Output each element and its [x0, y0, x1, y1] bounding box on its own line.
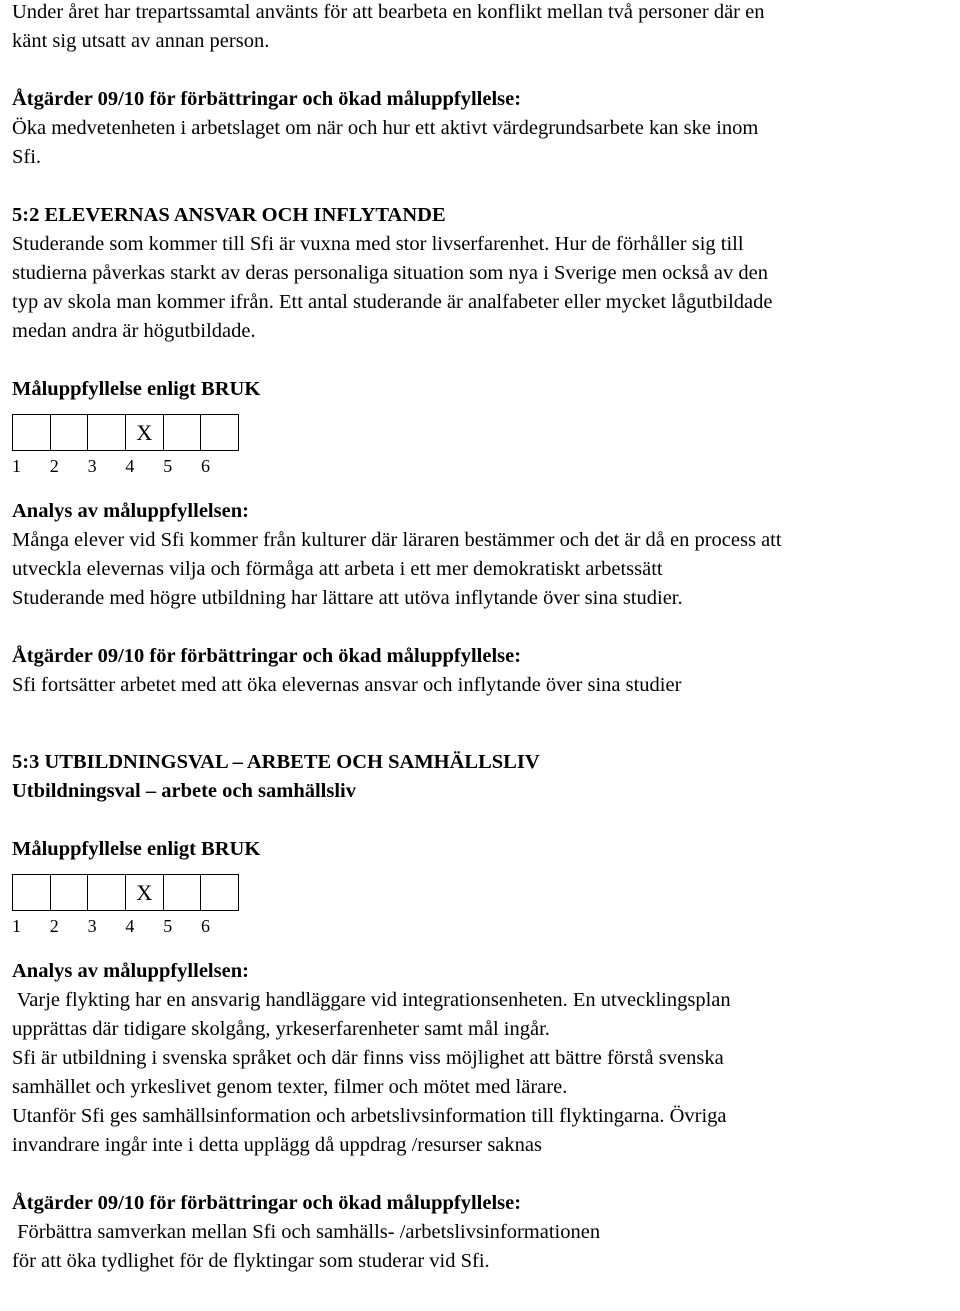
scale-box-5 — [164, 875, 202, 910]
scale-number-2: 2 — [49, 456, 59, 476]
scale-number-1: 1 — [12, 916, 21, 936]
section-5-3-bruk-scale — [12, 874, 957, 938]
document-page — [12, 0, 957, 1276]
scale-number-5: 5 — [163, 456, 173, 476]
scale-number-4: 4 — [125, 456, 135, 476]
section-5-2-line-3: typ av skola man kommer ifrån. Ett antal studerande är analfabeter eller mycket lågutbildade — [12, 291, 773, 313]
scale-box-4: X — [126, 875, 164, 910]
section-5-2-line-1: Studerande som kommer till Sfi är vuxna med stor livserfarenhet. Hur de förhåller sig till — [12, 233, 744, 255]
scale-box-4: X — [126, 415, 164, 450]
section-5-3-atgarder-heading: Åtgärder 09/10 för förbättringar och ökad måluppfyllelse: — [12, 1192, 522, 1214]
scale-number-2: 2 — [49, 916, 59, 936]
section-5-2-atgarder-line-1: Sfi fortsätter arbetet med att öka elevernas ansvar och inflytande över sina studier — [12, 674, 682, 696]
section-5-3-analys-line-5: Utanför Sfi ges samhällsinformation och arbetslivsinformation till flyktingarna. Övriga — [12, 1105, 727, 1127]
section-5-2-bruk-scale — [12, 414, 957, 478]
scale-box-3 — [88, 415, 126, 450]
section-5-2-atgarder-heading: Åtgärder 09/10 för förbättringar och ökad måluppfyllelse: — [12, 645, 522, 667]
atgarder-1-line-2: Sfi. — [12, 146, 42, 168]
section-5-3-heading: 5:3 UTBILDNINGSVAL – ARBETE OCH SAMHÄLLSLIV — [12, 751, 540, 773]
section-5-2-analys-line-2: utveckla elevernas vilja och förmåga att arbeta i ett mer demokratiskt arbetssätt — [12, 558, 663, 580]
atgarder-1-line-1: Öka medvetenheten i arbetslaget om när och hur ett aktivt värdegrundsarbete kan ske inom — [12, 117, 759, 139]
section-5-3-analys-line-2: upprättas där tidigare skolgång, yrkeserfarenheter samt mål ingår. — [12, 1018, 550, 1040]
scale-box-2 — [51, 875, 89, 910]
section-5-2-heading: 5:2 ELEVERNAS ANSVAR OCH INFLYTANDE — [12, 204, 446, 226]
scale-boxes — [12, 414, 239, 451]
intro-line-2: känt sig utsatt av annan person. — [12, 30, 270, 52]
section-5-3-atgarder-line-2: för att öka tydlighet för de flyktingar som studerar vid Sfi. — [12, 1250, 490, 1272]
section-5-2-analys-line-1: Många elever vid Sfi kommer från kulturer där läraren bestämmer och det är då en process att — [12, 529, 782, 551]
scale-number-4: 4 — [125, 916, 135, 936]
scale-number-6: 6 — [200, 456, 210, 476]
scale-number-1: 1 — [12, 456, 21, 476]
section-5-3-analys-line-6: invandrare ingår inte i detta upplägg då uppdrag /resurser saknas — [12, 1134, 542, 1156]
section-5-3-analys-line-1: Varje flykting har en ansvarig handläggare vid integrationsenheten. En utvecklingsplan — [12, 989, 731, 1011]
scale-number-3: 3 — [87, 456, 97, 476]
scale-boxes — [12, 874, 239, 911]
section-5-2-line-2: studierna påverkas starkt av deras personaliga situation som nya i Sverige men också av den — [12, 262, 768, 284]
section-5-3-analys-heading: Analys av måluppfyllelsen: — [12, 960, 249, 982]
intro-line-1: Under året har trepartssamtal använts för att bearbeta en konflikt mellan två personer där en — [12, 1, 765, 23]
section-5-3-subheading: Utbildningsval – arbete och samhällsliv — [12, 780, 356, 802]
scale-number-3: 3 — [87, 916, 97, 936]
section-5-2-scale-heading: Måluppfyllelse enligt BRUK — [12, 378, 261, 400]
section-5-2-analys-heading: Analys av måluppfyllelsen: — [12, 500, 249, 522]
scale-box-6 — [201, 875, 239, 910]
scale-number-5: 5 — [163, 916, 173, 936]
scale-box-5 — [164, 415, 202, 450]
scale-numbers — [12, 454, 239, 478]
scale-box-1 — [13, 875, 51, 910]
scale-numbers — [12, 914, 239, 938]
atgarder-heading-1: Åtgärder 09/10 för förbättringar och ökad måluppfyllelse: — [12, 88, 522, 110]
scale-box-3 — [88, 875, 126, 910]
scale-box-1 — [13, 415, 51, 450]
section-5-3-scale-heading: Måluppfyllelse enligt BRUK — [12, 838, 261, 860]
scale-box-6 — [201, 415, 239, 450]
section-5-2-analys-line-3: Studerande med högre utbildning har lättare att utöva inflytande över sina studier. — [12, 587, 683, 609]
scale-box-2 — [51, 415, 89, 450]
scale-number-6: 6 — [200, 916, 210, 936]
section-5-3-analys-line-4: samhället och yrkeslivet genom texter, filmer och mötet med lärare. — [12, 1076, 568, 1098]
section-5-2-line-4: medan andra är högutbildade. — [12, 320, 256, 342]
section-5-3-analys-line-3: Sfi är utbildning i svenska språket och där finns viss möjlighet att bättre förstå svenska — [12, 1047, 724, 1069]
section-5-3-atgarder-line-1: Förbättra samverkan mellan Sfi och samhälls- /arbetslivsinformationen — [12, 1221, 601, 1243]
